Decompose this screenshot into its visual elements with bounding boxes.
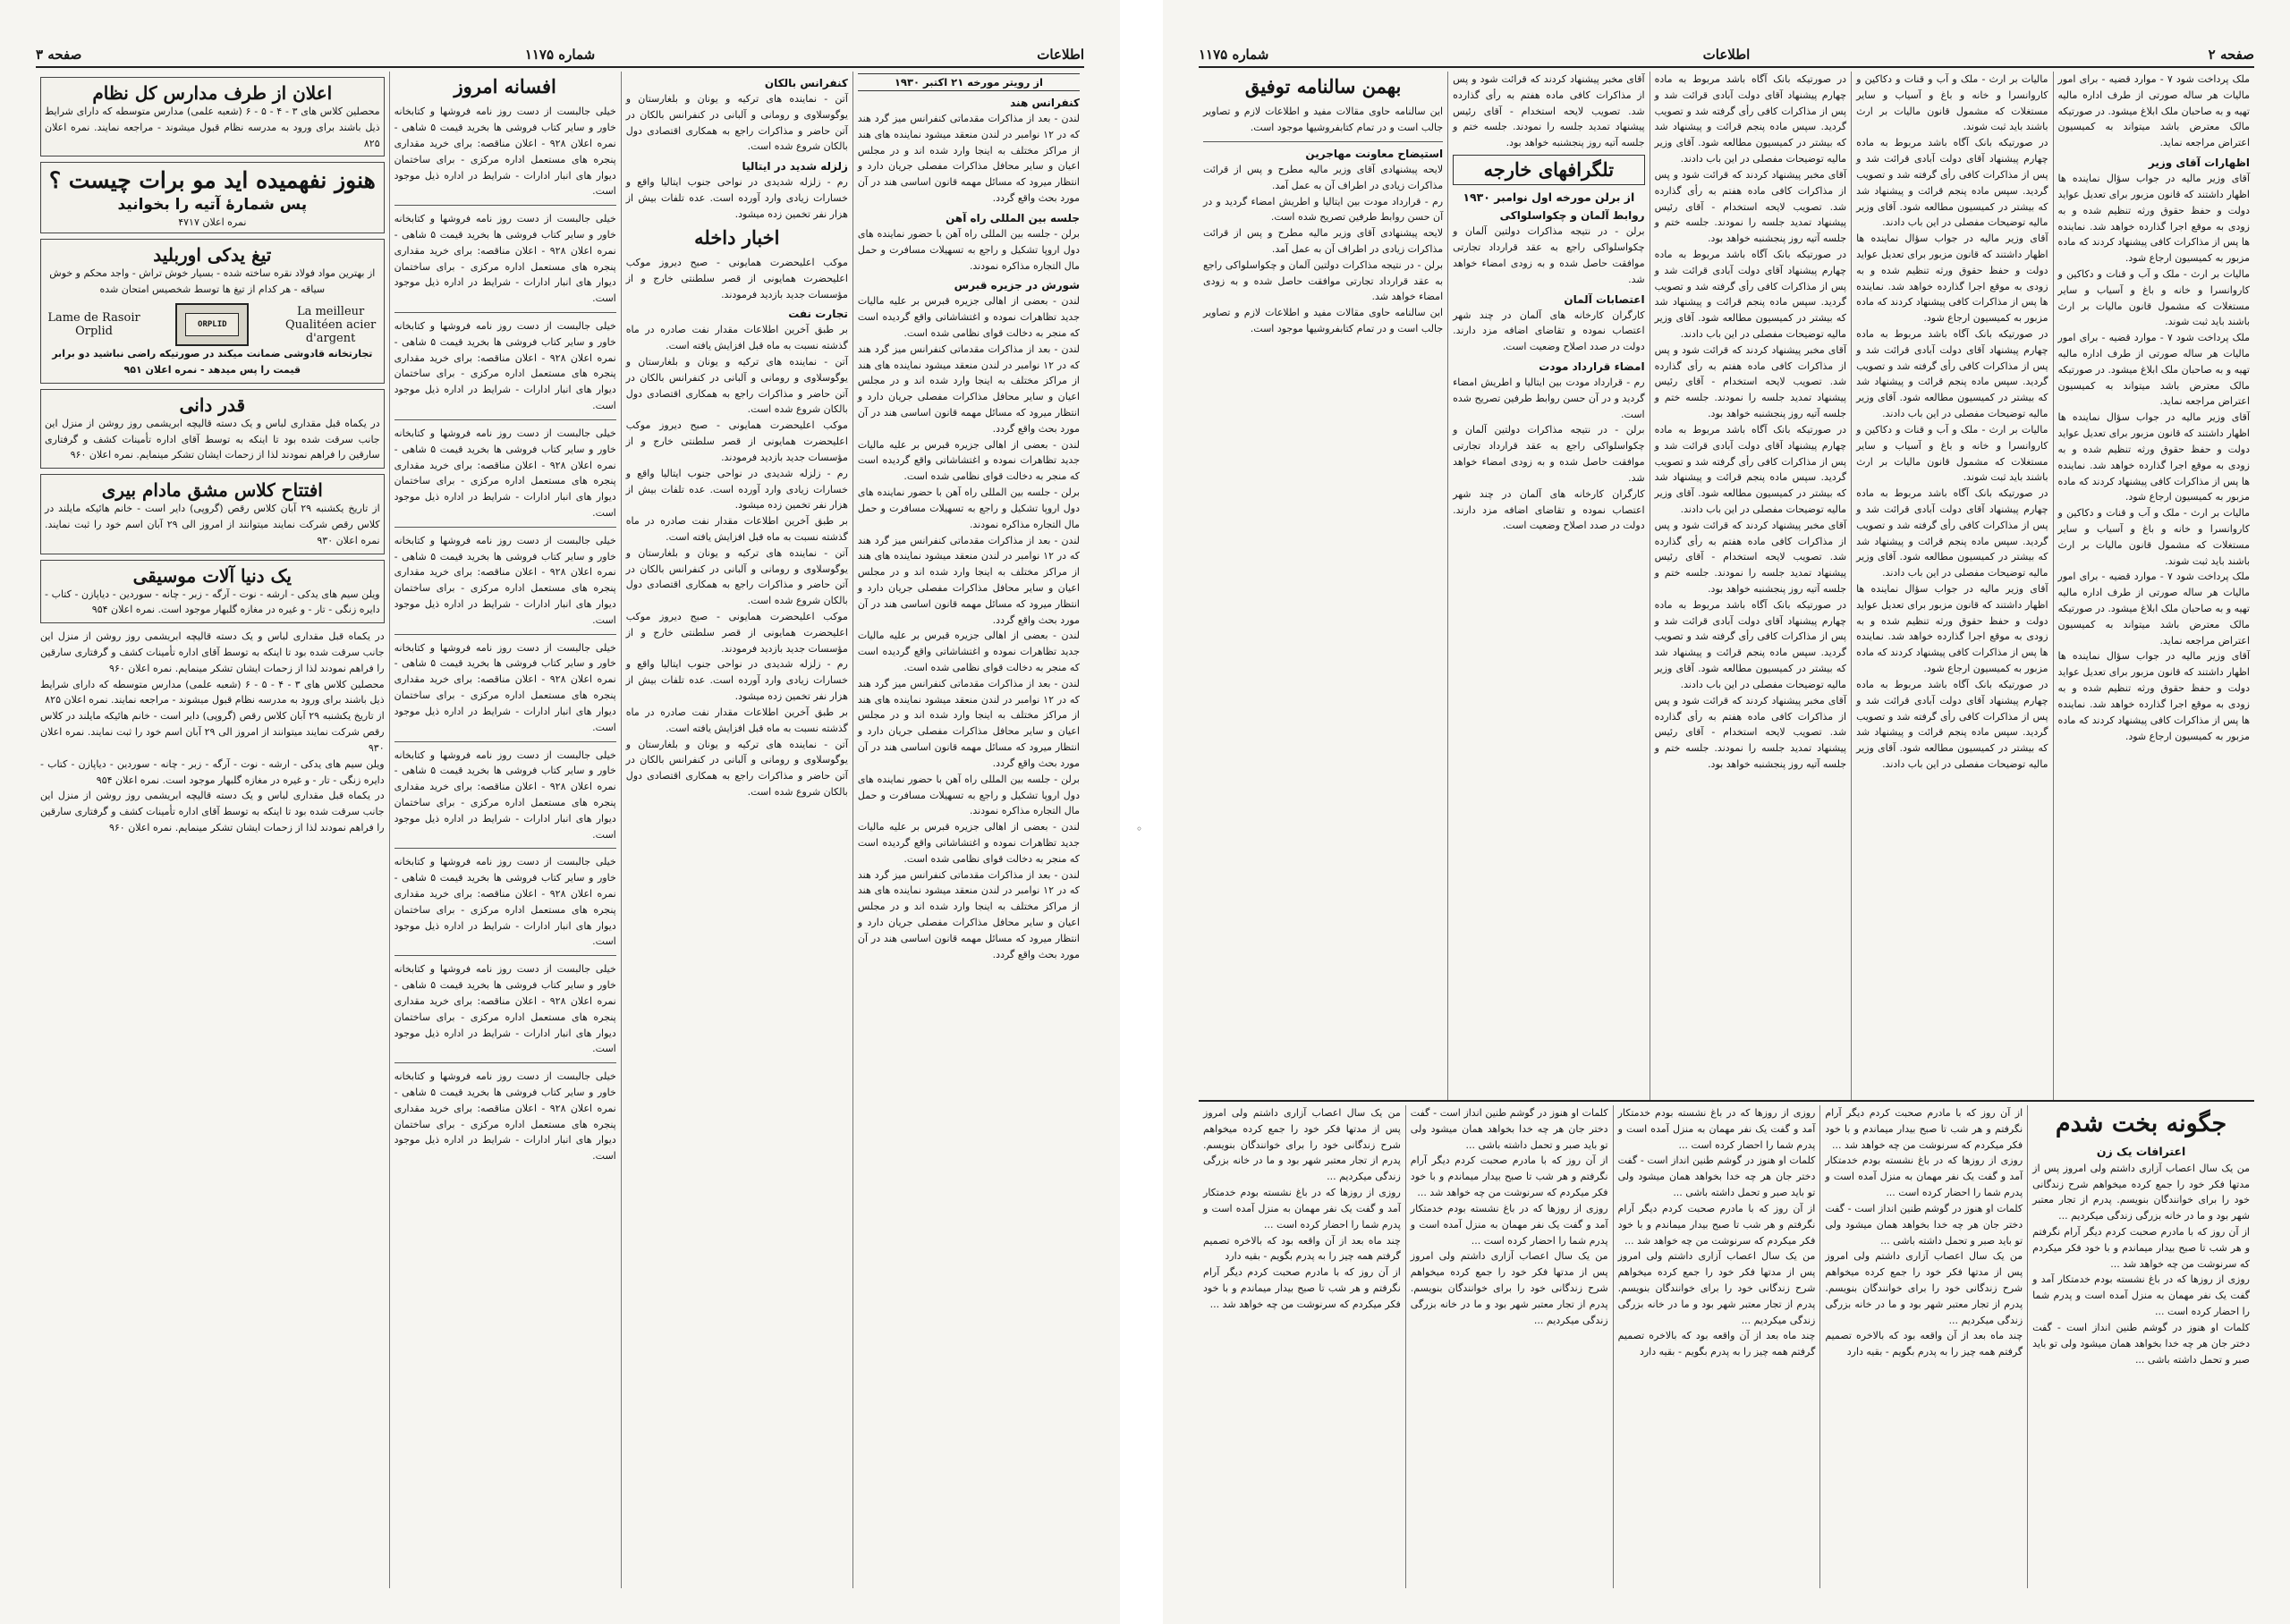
news-body: آقای مخبر پیشنهاد کردند که قرائت شود و پس از مذاکرات کافی ماده هفتم به رأی گذارده شد. تصویب لایحه استخدام - آقای رئیس پیشنهاد تمدید جلسه را نمودند. جلسه ختم و جلسه آتیه روز پنجشنبه خواهد بود.: [1654, 343, 1847, 420]
news-body: برلن - جلسه بین المللی راه آهن با حضور نماینده های دول اروپا تشکیل و راجع به تسهیلات مسافرت و حمل مال التجاره مذاکره نمودند.: [857, 486, 1080, 530]
ad-text: ویلن سیم های یدکی - ارشه - نوت - آرگه - زبر - چانه - سوردین - دیاپازن - کتاب - دایره زنگی - تار - و غیره در مغازه گلبهار موجود است. نمره اعلان ۹۵۴: [45, 588, 380, 616]
news-body: لایحه پیشنهادی آقای وزیر مالیه مطرح و پس از قرائت مذاکرات زیادی در اطراف آن به عمل آمد.: [1203, 163, 1444, 191]
news-body: برلن - جلسه بین المللی راه آهن با حضور نماینده های دول اروپا تشکیل و راجع به تسهیلات مسافرت و حمل مال التجاره مذاکره نمودند.: [857, 773, 1080, 817]
news-body: لندن - بعد از مذاکرات مقدماتی کنفرانس میز گرد هند که در ۱۲ نوامبر در لندن منعقد میشود نماینده های هند از مراکز مختلف به اینجا وارد شده اند و در مجلس اعیان و سایر محافل مذاکرات مفصلی جریان دارد و انتظار میرود که مسائل مهمه قانون اساسی هند در آن مورد بحث واقع گردد.: [857, 677, 1080, 769]
news-body: لندن - بعضی از اهالی جزیره قبرس بر علیه مالیات جدید تظاهرات نموده و اغتشاشاتی واقع گردیده است که منجر به دخالت قوای نظامی شده است.: [857, 630, 1080, 673]
news-body: ملک پرداخت شود ۷ - موارد قضیه - برای امور مالیات هر ساله صورتی از طرف اداره مالیه تهیه و به صاحبان ملک ابلاغ میشود. در صورتیکه مالک معترض باشد میتواند به کمیسیون اعتراض مراجعه نماید.: [2057, 73, 2250, 149]
news-title: شورش در جزیره قبرس: [954, 279, 1080, 292]
news-body: خیلی جالبست از دست روز نامه فروشها و کتابخانه خاور و سایر کتاب فروشی ها بخرید قیمت ۵ شاهی - نمره اعلان ۹۲۸ - اعلان مناقصه: برای خرید مقداری پنجره های مستعمل اداره مرکزی - برای ساختمان دیوار های انبار ادارات - شرایط در اداره ذیل موجود است.: [394, 963, 616, 1055]
news-body: آقای وزیر مالیه در جواب سؤال نماینده ها اظهار داشتند که قانون مزبور برای تعدیل عواید دولت و حفظ حقوق ورثه تنظیم شده و به زودی به موقع اجرا گذارده خواهد شد. نماینده ها پس از مذاکرات کافی پیشنهاد کردند که ماده مزبور به کمیسیون ارجاع شود.: [2057, 173, 2250, 265]
news-body: موکب اعلیحضرت همایونی - صبح دیروز موکب اعلیحضرت همایونی از قصر سلطنتی خارج و از مؤسسات جدید بازدید فرمودند.: [625, 419, 848, 463]
blade-caption-left: Lame de Rasoir Orplid: [47, 311, 140, 339]
news-body: برلن - جلسه بین المللی راه آهن با حضور نماینده های دول اروپا تشکیل و راجع به تسهیلات مسافرت و حمل مال التجاره مذاکره نمودند.: [857, 227, 1080, 272]
ad-title: تیغ یدکی اوربلید: [153, 244, 272, 266]
ad-text: از تاریخ یکشنبه ۲۹ آبان کلاس رقص (گروپی) دایر است - خانم هائیکه مایلند در کلاس رقص شرکت نمایند میتوانند از امروز الی ۲۹ آبان اسم خود را ثبت نمایند. نمره اعلان ۹۳۰: [45, 503, 380, 546]
news-title: زلزله شدید در ایتالیا: [742, 160, 848, 173]
ad-text: از بهترین مواد فولاد نقره ساخته شده - بسیار خوش تراش - واجد محکم و خوش سیاقه - هر کدام از تیغ ها توسط شخصیس امتحان شده: [49, 267, 376, 296]
news-body: بر طبق آخرین اطلاعات مقدار نفت صادره در ماه گذشته نسبت به ماه قبل افزایش یافته است.: [625, 515, 848, 543]
news-body: رم - قرارداد مودت بین ایتالیا و اطریش امضاء گردید و در آن حسن روابط طرفین تصریح شده است.: [1203, 195, 1444, 224]
news-body: برلن - در نتیجه مذاکرات دولتین آلمان و چکواسلواکی راجع به عقد قرارداد تجارتی موافقت حاصل شده و به زودی امضاء خواهد شد.: [1453, 225, 1645, 285]
blade-caption-right: La meilleur Qualitéen acier d'argent: [284, 304, 377, 345]
page-gutter: [1120, 0, 1163, 1624]
story-body: روزی از روزها که در باغ نشسته بودم خدمتکار آمد و گفت یک نفر مهمان به منزل آمده است و پدرم شما را احضار کرده است ...: [1617, 1107, 1816, 1151]
news-body: مالیات بر ارث - ملک و آب و قنات و دکاکین و کاروانسرا و خانه و باغ و آسیاب و سایر مستغلات که مشمول قانون مالیات بر ارث باشند باید ثبت شوند.: [1856, 73, 2048, 133]
news-title: کنفرانس هند: [1010, 97, 1080, 109]
news-body: خیلی جالبست از دست روز نامه فروشها و کتابخانه خاور و سایر کتاب فروشی ها بخرید قیمت ۵ شاهی - نمره اعلان ۹۲۸ - اعلان مناقصه: برای خرید مقداری پنجره های مستعمل اداره مرکزی - برای ساختمان دیوار های انبار ادارات - شرایط در اداره ذیل موجود است.: [394, 106, 616, 198]
column-news-1: [852, 72, 1084, 1588]
horizontal-rule: [1199, 1100, 2254, 1102]
news-body: از تاریخ یکشنبه ۲۹ آبان کلاس رقص (گروپی) دایر است - خانم هائیکه مایلند در کلاس رقص شرکت نمایند میتوانند از امروز الی ۲۹ آبان اسم خود را ثبت نمایند. نمره اعلان ۹۳۰: [40, 710, 385, 754]
ad-agent: تجارتخانه قادوشی ضمانت میکند در صورتیکه راضی نباشید دو برابر قیمت را پس میدهد - نمره اعلان ۹۵۱: [52, 348, 373, 376]
news-body: خیلی جالبست از دست روز نامه فروشها و کتابخانه خاور و سایر کتاب فروشی ها بخرید قیمت ۵ شاهی - نمره اعلان ۹۲۸ - اعلان مناقصه: برای خرید مقداری پنجره های مستعمل اداره مرکزی - برای ساختمان دیوار های انبار ادارات - شرایط در اداره ذیل موجود است.: [394, 320, 616, 412]
story-body: چند ماه بعد از آن واقعه بود که بالاخره تصمیم گرفتم همه چیز را به پدرم بگویم - بقیه دارد: [1825, 1330, 2023, 1358]
story-body: روزی از روزها که در باغ نشسته بودم خدمتکار آمد و گفت یک نفر مهمان به منزل آمده است و پدرم شما را احضار کرده است ...: [1410, 1202, 1608, 1247]
news-body: آقای مخبر پیشنهاد کردند که قرائت شود و پس از مذاکرات کافی ماده هفتم به رأی گذارده شد. تصویب لایحه استخدام - آقای رئیس پیشنهاد تمدید جلسه را نمودند. جلسه ختم و جلسه آتیه روز پنجشنبه خواهد بود.: [1654, 519, 1847, 595]
news-body: آقای وزیر مالیه در جواب سؤال نماینده ها اظهار داشتند که قانون مزبور برای تعدیل عواید دولت و حفظ حقوق ورثه تنظیم شده و به زودی به موقع اجرا گذارده خواهد شد. نماینده ها پس از مذاکرات کافی پیشنهاد کردند که ماده مزبور به کمیسیون ارجاع شود.: [1856, 233, 2048, 325]
news-body: ملک پرداخت شود ۷ - موارد قضیه - برای امور مالیات هر ساله صورتی از طرف اداره مالیه تهیه و به صاحبان ملک ابلاغ میشود. در صورتیکه مالک معترض باشد میتواند به کمیسیون اعتراض مراجعه نماید.: [2057, 571, 2250, 647]
story-section: [1199, 1105, 2254, 1588]
news-body: در صورتیکه بانک آگاه باشد مربوط به ماده چهارم پیشنهاد آقای دولت آبادی قرائت شد و پس از مذاکرات کافی رأی گرفته شد و تصویب گردید. سپس ماده پنجم قرائت و پیشنهاد شد که بیشتر در کمیسیون مطالعه شود. آقای وزیر مالیه توضیحات مفصلی در این باب دادند.: [1856, 328, 2048, 420]
news-body: مالیات بر ارث - ملک و آب و قنات و دکاکین و کاروانسرا و خانه و باغ و آسیاب و سایر مستغلات که مشمول قانون مالیات بر ارث باشند باید ثبت شوند.: [2057, 507, 2250, 567]
story-body: من یک سال اعصاب آزاری داشتم ولی امروز پس از مدتها فکر خود را جمع کرده میخواهم شرح زندگانی خود را برای خوانندگان بنویسم. پدرم از تجار معتبر شهر بود و ما در خانه بزرگی زندگی میکردیم ...: [1617, 1250, 1816, 1326]
news-body: آقای مخبر پیشنهاد کردند که قرائت شود و پس از مذاکرات کافی ماده هفتم به رأی گذارده شد. تصویب لایحه استخدام - آقای رئیس پیشنهاد تمدید جلسه را نمودند. جلسه ختم و جلسه آتیه روز پنجشنبه خواهد بود.: [1654, 694, 1847, 770]
columns-container: [1199, 72, 2254, 1100]
news-body: آتن - نماینده های ترکیه و یونان و بلغارستان و یوگوسلاوی و رومانی و آلبانی در کنفرانس بالکان در آتن حاضر و مذاکرات راجع به همکاری اقتصادی دول بالکان شروع شده است.: [625, 738, 848, 798]
news-title: روابط آلمان و چکواسلواکی: [1499, 209, 1645, 223]
story-body: روزی از روزها که در باغ نشسته بودم خدمتکار آمد و گفت یک نفر مهمان به منزل آمده است و پدرم شما را احضار کرده است ...: [1203, 1187, 1401, 1231]
news-body: خیلی جالبست از دست روز نامه فروشها و کتابخانه خاور و سایر کتاب فروشی ها بخرید قیمت ۵ شاهی - نمره اعلان ۹۲۸ - اعلان مناقصه: برای خرید مقداری پنجره های مستعمل اداره مرکزی - برای ساختمان دیوار های انبار ادارات - شرایط در اداره ذیل موجود است.: [394, 427, 616, 519]
news-body: آقای مخبر پیشنهاد کردند که قرائت شود و پس از مذاکرات کافی ماده هفتم به رأی گذارده شد. تصویب لایحه استخدام - آقای رئیس پیشنهاد تمدید جلسه را نمودند. جلسه ختم و جلسه آتیه روز پنجشنبه خواهد بود.: [1654, 168, 1847, 245]
news-body: در صورتیکه بانک آگاه باشد مربوط به ماده چهارم پیشنهاد آقای دولت آبادی قرائت شد و پس از مذاکرات کافی رأی گرفته شد و تصویب گردید. سپس ماده پنجم قرائت و پیشنهاد شد که بیشتر در کمیسیون مطالعه شود. آقای وزیر مالیه توضیحات مفصلی در این باب دادند.: [1856, 137, 2048, 229]
dateline: از برلن مورخه اول نوامبر ۱۹۳۰: [1463, 190, 1635, 205]
section-headline: بهمن سالنامه توفیق: [1244, 75, 1402, 97]
ad-title: اعلان از طرف مدارس کل نظام: [92, 82, 333, 104]
story-body: من یک سال اعصاب آزاری داشتم ولی امروز پس از مدتها فکر خود را جمع کرده میخواهم شرح زندگانی خود را برای خوانندگان بنویسم. پدرم از تجار معتبر شهر بود و ما در خانه بزرگی زندگی میکردیم ...: [1410, 1250, 1608, 1326]
ad-title: قدر دانی: [179, 393, 246, 416]
news-body: در یکماه قبل مقداری لباس و یک دسته قالیچه ابریشمی روز روشن از منزل این جانب سرقت شده بود تا اینکه به توسط آقای اداره تأمینات کشف و گرفتاری سارقین را فراهم نمودند لذا از زحمات ایشان تشکر مینمایم. نمره اعلان ۹۶۰: [40, 790, 385, 833]
story-column-2: [1819, 1105, 2027, 1588]
section-headline: اخبار داخله: [694, 225, 780, 249]
news-body: بر طبق آخرین اطلاعات مقدار نفت صادره در ماه گذشته نسبت به ماه قبل افزایش یافته است.: [625, 706, 848, 734]
news-body: محصلین کلاس های ۳ - ۴ - ۵ - ۶ (شعبه علمی) مدارس متوسطه که دارای شرایط ذیل باشند برای ورود به مدرسه نظام قبول میشوند - مراجعه نمایند. نمره اعلان ۸۲۵: [40, 678, 385, 706]
newspaper-page-left: [0, 0, 1120, 1624]
news-body: خیلی جالبست از دست روز نامه فروشها و کتابخانه خاور و سایر کتاب فروشی ها بخرید قیمت ۵ شاهی - نمره اعلان ۹۲۸ - اعلان مناقصه: برای خرید مقداری پنجره های مستعمل اداره مرکزی - برای ساختمان دیوار های انبار ادارات - شرایط در اداره ذیل موجود است.: [394, 1070, 616, 1163]
story-column-5: [1199, 1105, 1405, 1588]
news-body: در صورتیکه بانک آگاه باشد مربوط به ماده چهارم پیشنهاد آقای دولت آبادی قرائت شد و پس از مذاکرات کافی رأی گرفته شد و تصویب گردید. سپس ماده پنجم قرائت و پیشنهاد شد که بیشتر در کمیسیون مطالعه شود. آقای وزیر مالیه توضیحات مفصلی در این باب دادند.: [1654, 73, 1847, 165]
columns-container: [36, 72, 1084, 1588]
header-paper-name: اطلاعات: [1702, 47, 1751, 63]
news-body: آتن - نماینده های ترکیه و یونان و بلغارستان و یوگوسلاوی و رومانی و آلبانی در کنفرانس بالکان در آتن حاضر و مذاکرات راجع به همکاری اقتصادی دول بالکان شروع شده است.: [625, 546, 848, 607]
news-body: لندن - بعضی از اهالی جزیره قبرس بر علیه مالیات جدید تظاهرات نموده و اغتشاشاتی واقع گردیده است که منجر به دخالت قوای نظامی شده است.: [857, 821, 1080, 865]
news-body: کارگران کارخانه های آلمان در چند شهر اعتصاب نموده و تقاضای اضافه مزد دارند. دولت در صدد اصلاح وضعیت است.: [1453, 309, 1645, 353]
news-body: آقای وزیر مالیه در جواب سؤال نماینده ها اظهار داشتند که قانون مزبور برای تعدیل عواید دولت و حفظ حقوق ورثه تنظیم شده و به زودی به موقع اجرا گذارده خواهد شد. نماینده ها پس از مذاکرات کافی پیشنهاد کردند که ماده مزبور به کمیسیون ارجاع شود.: [1856, 583, 2048, 675]
story-subtitle: اعترافات یک زن: [2096, 1144, 2186, 1158]
header-page-number: صفحه ۳: [36, 47, 82, 63]
newspaper-page-right: [1163, 0, 2290, 1624]
story-body: از آن روز که با مادرم صحبت کردم دیگر آرام نگرفتم و هر شب تا صبح بیدار میماندم و با خود فکر میکردم که سرنوشت من چه خواهد شد ...: [1617, 1202, 1816, 1247]
news-body: مالیات بر ارث - ملک و آب و قنات و دکاکین و کاروانسرا و خانه و باغ و آسیاب و سایر مستغلات که مشمول قانون مالیات بر ارث باشند باید ثبت شوند.: [2057, 267, 2250, 328]
section-headline: افسانه امروز: [454, 75, 556, 97]
news-body: خیلی جالبست از دست روز نامه فروشها و کتابخانه خاور و سایر کتاب فروشی ها بخرید قیمت ۵ شاهی - نمره اعلان ۹۲۸ - اعلان مناقصه: برای خرید مقداری پنجره های مستعمل اداره مرکزی - برای ساختمان دیوار های انبار ادارات - شرایط در اداره ذیل موجود است.: [394, 856, 616, 948]
story-body: من یک سال اعصاب آزاری داشتم ولی امروز پس از مدتها فکر خود را جمع کرده میخواهم شرح زندگانی خود را برای خوانندگان بنویسم. پدرم از تجار معتبر شهر بود و ما در خانه بزرگی زندگی میکردیم ...: [1825, 1250, 2023, 1326]
header-page-number: صفحه ۲: [2208, 47, 2254, 63]
news-body: آقای مخبر پیشنهاد کردند که قرائت شود و پس از مذاکرات کافی ماده هفتم به رأی گذارده شد. تصویب لایحه استخدام - آقای رئیس پیشنهاد تمدید جلسه را نمودند. جلسه ختم و جلسه آتیه روز پنجشنبه خواهد بود.: [1453, 73, 1645, 149]
ad-text: محصلین کلاس های ۳ - ۴ - ۵ - ۶ (شعبه علمی) مدارس متوسطه که دارای شرایط ذیل باشند برای ورود به مدرسه نظام قبول میشوند - مراجعه نمایند. نمره اعلان ۸۲۵: [45, 106, 380, 149]
news-body: کارگران کارخانه های آلمان در چند شهر اعتصاب نموده و تقاضای اضافه مزد دارند. دولت در صدد اصلاح وضعیت است.: [1453, 487, 1645, 532]
header-issue-number: شماره ۱۱۷۵: [1199, 47, 1269, 63]
news-body: در صورتیکه بانک آگاه باشد مربوط به ماده چهارم پیشنهاد آقای دولت آبادی قرائت شد و پس از مذاکرات کافی رأی گرفته شد و تصویب گردید. سپس ماده پنجم قرائت و پیشنهاد شد که بیشتر در کمیسیون مطالعه شود. آقای وزیر مالیه توضیحات مفصلی در این باب دادند.: [1654, 248, 1847, 340]
news-body: مالیات بر ارث - ملک و آب و قنات و دکاکین و کاروانسرا و خانه و باغ و آسیاب و سایر مستغلات که مشمول قانون مالیات بر ارث باشند باید ثبت شوند.: [1856, 423, 2048, 484]
news-body: برلن - در نتیجه مذاکرات دولتین آلمان و چکواسلواکی راجع به عقد قرارداد تجارتی موافقت حاصل شده و به زودی امضاء خواهد شد.: [1453, 424, 1645, 484]
page-header: [1199, 45, 2254, 68]
news-title: امضاء قرارداد مودت: [1539, 360, 1645, 373]
story-column-1: [2027, 1105, 2254, 1588]
story-body: من یک سال اعصاب آزاری داشتم ولی امروز پس از مدتها فکر خود را جمع کرده میخواهم شرح زندگانی خود را برای خوانندگان بنویسم. پدرم از تجار معتبر شهر بود و ما در خانه بزرگی زندگی میکردیم ...: [2032, 1162, 2250, 1222]
story-body: چند ماه بعد از آن واقعه بود که بالاخره تصمیم گرفتم همه چیز را به پدرم بگویم - بقیه دارد: [1203, 1234, 1401, 1263]
news-body: در صورتیکه بانک آگاه باشد مربوط به ماده چهارم پیشنهاد آقای دولت آبادی قرائت شد و پس از مذاکرات کافی رأی گرفته شد و تصویب گردید. سپس ماده پنجم قرائت و پیشنهاد شد که بیشتر در کمیسیون مطالعه شود. آقای وزیر مالیه توضیحات مفصلی در این باب دادند.: [1654, 598, 1847, 690]
story-body: روزی از روزها که در باغ نشسته بودم خدمتکار آمد و گفت یک نفر مهمان به منزل آمده است و پدرم شما را احضار کرده است ...: [1825, 1155, 2023, 1199]
section-headline: تلگرافهای خارجه: [1453, 155, 1644, 185]
story-body: از آن روز که با مادرم صحبت کردم دیگر آرام نگرفتم و هر شب تا صبح بیدار میماندم و با خود فکر میکردم که سرنوشت من چه خواهد شد ...: [2032, 1226, 2250, 1270]
ad-text: در یکماه قبل مقداری لباس و یک دسته قالیچه ابریشمی روز روشن از منزل این جانب سرقت شده بود تا اینکه به توسط آقای اداره تأمینات کشف و گرفتاری سارقین را فراهم نمودند لذا از زحمات ایشان تشکر مینمایم. نمره اعلان ۹۶۰: [45, 417, 380, 461]
column-news-2: [621, 72, 852, 1588]
news-body: خیلی جالبست از دست روز نامه فروشها و کتابخانه خاور و سایر کتاب فروشی ها بخرید قیمت ۵ شاهی - نمره اعلان ۹۲۸ - اعلان مناقصه: برای خرید مقداری پنجره های مستعمل اداره مرکزی - برای ساختمان دیوار های انبار ادارات - شرایط در اداره ذیل موجود است.: [394, 749, 616, 841]
header-paper-name: اطلاعات: [1037, 47, 1084, 63]
news-body: رم - قرارداد مودت بین ایتالیا و اطریش امضاء گردید و در آن حسن روابط طرفین تصریح شده است.: [1453, 376, 1645, 420]
news-body: بر طبق آخرین اطلاعات مقدار نفت صادره در ماه گذشته نسبت به ماه قبل افزایش یافته است.: [625, 324, 848, 352]
story-body: از آن روز که با مادرم صحبت کردم دیگر آرام نگرفتم و هر شب تا صبح بیدار میماندم و با خود فکر میکردم که سرنوشت من چه خواهد شد ...: [1410, 1155, 1608, 1199]
story-column-3: [1613, 1105, 1820, 1588]
news-body: آتن - نماینده های ترکیه و یونان و بلغارستان و یوگوسلاوی و رومانی و آلبانی در کنفرانس بالکان در آتن حاضر و مذاکرات راجع به همکاری اقتصادی دول بالکان شروع شده است.: [625, 93, 848, 153]
story-body: کلمات او هنوز در گوشم طنین انداز است - گفت دختر جان هر چه خدا بخواهد همان میشود ولی تو باید صبر و تحمل داشته باشی ...: [1825, 1202, 2023, 1247]
news-body: آتن - نماینده های ترکیه و یونان و بلغارستان و یوگوسلاوی و رومانی و آلبانی در کنفرانس بالکان در آتن حاضر و مذاکرات راجع به همکاری اقتصادی دول بالکان شروع شده است.: [625, 356, 848, 416]
ad-thanks: [40, 389, 385, 469]
story-body: از آن روز که با مادرم صحبت کردم دیگر آرام نگرفتم و هر شب تا صبح بیدار میماندم و با خود فکر میکردم که سرنوشت من چه خواهد شد ...: [1203, 1266, 1401, 1310]
column-e: [1199, 72, 1447, 1100]
news-body: در یکماه قبل مقداری لباس و یک دسته قالیچه ابریشمی روز روشن از منزل این جانب سرقت شده بود تا اینکه به توسط آقای اداره تأمینات کشف و گرفتاری سارقین را فراهم نمودند لذا از زحمات ایشان تشکر مینمایم. نمره اعلان ۹۶۰: [40, 630, 385, 674]
news-body: رم - زلزله شدیدی در نواحی جنوب ایتالیا واقع و خسارات زیادی وارد آورده است. عده تلفات بیش از هزار نفر تخمین زده میشود.: [625, 658, 848, 703]
column-a: [2053, 72, 2254, 1100]
news-body: رم - زلزله شدیدی در نواحی جنوب ایتالیا واقع و خسارات زیادی وارد آورده است. عده تلفات بیش از هزار نفر تخمین زده میشود.: [625, 467, 848, 512]
package-label: ORPLID: [185, 313, 239, 336]
news-body: این سالنامه حاوی مقالات مفید و اطلاعات لازم و تصاویر جالب است و در تمام کتابفروشیها موجود است.: [1203, 106, 1444, 134]
ad-title: هنوز نفهمیده اید مو برات چیست ؟: [48, 167, 376, 194]
news-body: لندن - بعد از مذاکرات مقدماتی کنفرانس میز گرد هند که در ۱۲ نوامبر در لندن منعقد میشود نماینده های هند از مراکز مختلف به اینجا وارد شده اند و در مجلس اعیان و سایر محافل مذاکرات مفصلی جریان دارد و انتظار میرود که مسائل مهمه قانون اساسی هند در آن مورد بحث واقع گردد.: [857, 113, 1080, 205]
news-body: آقای وزیر مالیه در جواب سؤال نماینده ها اظهار داشتند که قانون مزبور برای تعدیل عواید دولت و حفظ حقوق ورثه تنظیم شده و به زودی به موقع اجرا گذارده خواهد شد. نماینده ها پس از مذاکرات کافی پیشنهاد کردند که ماده مزبور به کمیسیون ارجاع شود.: [2057, 411, 2250, 503]
ad-music: [40, 560, 385, 624]
ad-title: افتتاح کلاس مشق مادام بیری: [101, 479, 323, 502]
news-title: کنفرانس بالکان: [764, 77, 848, 89]
news-title: اظهارات آقای وزیر: [2148, 156, 2250, 170]
page-header: [36, 45, 1084, 68]
column-advertisements: [36, 72, 389, 1588]
ad-question: [40, 162, 385, 233]
ad-razor-blades: [40, 239, 385, 383]
story-body: از آن روز که با مادرم صحبت کردم دیگر آرام نگرفتم و هر شب تا صبح بیدار میماندم و با خود فکر میکردم که سرنوشت من چه خواهد شد ...: [1825, 1107, 2023, 1151]
news-title: جلسه بین المللی راه آهن: [946, 211, 1080, 224]
ad-note: نمره اعلان ۴۷۱۷: [178, 216, 247, 229]
blade-graphic-row: [45, 303, 380, 346]
column-b: [1851, 72, 2052, 1100]
news-body: در صورتیکه بانک آگاه باشد مربوط به ماده چهارم پیشنهاد آقای دولت آبادی قرائت شد و پس از مذاکرات کافی رأی گرفته شد و تصویب گردید. سپس ماده پنجم قرائت و پیشنهاد شد که بیشتر در کمیسیون مطالعه شود. آقای وزیر مالیه توضیحات مفصلی در این باب دادند.: [1856, 487, 2048, 579]
news-title: اعتصابات آلمان: [1564, 292, 1645, 306]
story-body: من یک سال اعصاب آزاری داشتم ولی امروز پس از مدتها فکر خود را جمع کرده میخواهم شرح زندگانی خود را برای خوانندگان بنویسم. پدرم از تجار معتبر شهر بود و ما در خانه بزرگی زندگی میکردیم ...: [1203, 1107, 1401, 1183]
news-body: رم - زلزله شدیدی در نواحی جنوب ایتالیا واقع و خسارات زیادی وارد آورده است. عده تلفات بیش از هزار نفر تخمین زده میشود.: [625, 176, 848, 220]
news-title: استیضاح معاونت مهاجرین: [1305, 147, 1444, 160]
razor-blade-package-image: [175, 303, 249, 346]
news-body: لندن - بعد از مذاکرات مقدماتی کنفرانس میز گرد هند که در ۱۲ نوامبر در لندن منعقد میشود نماینده های هند از مراکز مختلف به اینجا وارد شده اند و در مجلس اعیان و سایر محافل مذاکرات مفصلی جریان دارد و انتظار میرود که مسائل مهمه قانون اساسی هند در آن مورد بحث واقع گردد.: [857, 534, 1080, 626]
news-body: خیلی جالبست از دست روز نامه فروشها و کتابخانه خاور و سایر کتاب فروشی ها بخرید قیمت ۵ شاهی - نمره اعلان ۹۲۸ - اعلان مناقصه: برای خرید مقداری پنجره های مستعمل اداره مرکزی - برای ساختمان دیوار های انبار ادارات - شرایط در اداره ذیل موجود است.: [394, 534, 616, 626]
news-body: در صورتیکه بانک آگاه باشد مربوط به ماده چهارم پیشنهاد آقای دولت آبادی قرائت شد و پس از مذاکرات کافی رأی گرفته شد و تصویب گردید. سپس ماده پنجم قرائت و پیشنهاد شد که بیشتر در کمیسیون مطالعه شود. آقای وزیر مالیه توضیحات مفصلی در این باب دادند.: [1654, 423, 1847, 515]
news-body: ویلن سیم های یدکی - ارشه - نوت - آرگه - زبر - چانه - سوردین - دیاپازن - کتاب - دایره زنگی - تار - و غیره در مغازه گلبهار موجود است. نمره اعلان ۹۵۴: [40, 757, 385, 786]
story-body: کلمات او هنوز در گوشم طنین انداز است - گفت دختر جان هر چه خدا بخواهد همان میشود ولی تو باید صبر و تحمل داشته باشی ...: [1617, 1155, 1816, 1199]
column-d: [1447, 72, 1649, 1100]
story-body: روزی از روزها که در باغ نشسته بودم خدمتکار آمد و گفت یک نفر مهمان به منزل آمده است و پدرم شما را احضار کرده است ...: [2032, 1273, 2250, 1318]
ad-schools: [40, 77, 385, 156]
story-column-4: [1405, 1105, 1613, 1588]
ad-subtitle: پس شمارهٔ آتیه را بخوانید: [117, 196, 308, 215]
news-body: ملک پرداخت شود ۷ - موارد قضیه - برای امور مالیات هر ساله صورتی از طرف اداره مالیه تهیه و به صاحبان ملک ابلاغ میشود. در صورتیکه مالک معترض باشد میتواند به کمیسیون اعتراض مراجعه نماید.: [2057, 332, 2250, 408]
ad-title: یک دنیا آلات موسیقی: [132, 564, 292, 587]
news-body: خیلی جالبست از دست روز نامه فروشها و کتابخانه خاور و سایر کتاب فروشی ها بخرید قیمت ۵ شاهی - نمره اعلان ۹۲۸ - اعلان مناقصه: برای خرید مقداری پنجره های مستعمل اداره مرکزی - برای ساختمان دیوار های انبار ادارات - شرایط در اداره ذیل موجود است.: [394, 213, 616, 305]
news-body: موکب اعلیحضرت همایونی - صبح دیروز موکب اعلیحضرت همایونی از قصر سلطنتی خارج و از مؤسسات جدید بازدید فرمودند.: [625, 256, 848, 300]
news-body: لایحه پیشنهادی آقای وزیر مالیه مطرح و پس از قرائت مذاکرات زیادی در اطراف آن به عمل آمد.: [1203, 227, 1444, 255]
news-body: در صورتیکه بانک آگاه باشد مربوط به ماده چهارم پیشنهاد آقای دولت آبادی قرائت شد و پس از مذاکرات کافی رأی گرفته شد و تصویب گردید. سپس ماده پنجم قرائت و پیشنهاد شد که بیشتر در کمیسیون مطالعه شود. آقای وزیر مالیه توضیحات مفصلی در این باب دادند.: [1856, 678, 2048, 770]
story-body: چند ماه بعد از آن واقعه بود که بالاخره تصمیم گرفتم همه چیز را به پدرم بگویم - بقیه دارد: [1617, 1330, 1816, 1358]
news-body: برلن - در نتیجه مذاکرات دولتین آلمان و چکواسلواکی راجع به عقد قرارداد تجارتی موافقت حاصل شده و به زودی امضاء خواهد شد.: [1203, 258, 1444, 303]
news-body: موکب اعلیحضرت همایونی - صبح دیروز موکب اعلیحضرت همایونی از قصر سلطنتی خارج و از مؤسسات جدید بازدید فرمودند.: [625, 611, 848, 655]
news-title: تجارت نفت: [788, 308, 848, 321]
news-body: لندن - بعد از مذاکرات مقدماتی کنفرانس میز گرد هند که در ۱۲ نوامبر در لندن منعقد میشود نماینده های هند از مراکز مختلف به اینجا وارد شده اند و در مجلس اعیان و سایر محافل مذاکرات مفصلی جریان دارد و انتظار میرود که مسائل مهمه قانون اساسی هند در آن مورد بحث واقع گردد.: [857, 343, 1080, 435]
news-body: این سالنامه حاوی مقالات مفید و اطلاعات لازم و تصاویر جالب است و در تمام کتابفروشیها موجود است.: [1203, 307, 1444, 334]
ad-dance-class: [40, 474, 385, 554]
news-body: خیلی جالبست از دست روز نامه فروشها و کتابخانه خاور و سایر کتاب فروشی ها بخرید قیمت ۵ شاهی - نمره اعلان ۹۲۸ - اعلان مناقصه: برای خرید مقداری پنجره های مستعمل اداره مرکزی - برای ساختمان دیوار های انبار ادارات - شرایط در اداره ذیل موجود است.: [394, 641, 616, 733]
story-body: کلمات او هنوز در گوشم طنین انداز است - گفت دختر جان هر چه خدا بخواهد همان میشود ولی تو باید صبر و تحمل داشته باشی ...: [1410, 1107, 1608, 1151]
news-body: آقای وزیر مالیه در جواب سؤال نماینده ها اظهار داشتند که قانون مزبور برای تعدیل عواید دولت و حفظ حقوق ورثه تنظیم شده و به زودی به موقع اجرا گذارده خواهد شد. نماینده ها پس از مذاکرات کافی پیشنهاد کردند که ماده مزبور به کمیسیون ارجاع شود.: [2057, 650, 2250, 742]
news-body: لندن - بعضی از اهالی جزیره قبرس بر علیه مالیات جدید تظاهرات نموده و اغتشاشاتی واقع گردیده است که منجر به دخالت قوای نظامی شده است.: [857, 295, 1080, 339]
column-misc: [389, 72, 621, 1588]
column-c: [1650, 72, 1851, 1100]
dateline: از رویتر مورخه ۲۱ اکتبر ۱۹۳۰: [858, 73, 1080, 91]
story-body: کلمات او هنوز در گوشم طنین انداز است - گفت دختر جان هر چه خدا بخواهد همان میشود ولی تو باید صبر و تحمل داشته باشی ...: [2032, 1321, 2250, 1366]
news-body: لندن - بعد از مذاکرات مقدماتی کنفرانس میز گرد هند که در ۱۲ نوامبر در لندن منعقد میشود نماینده های هند از مراکز مختلف به اینجا وارد شده اند و در مجلس اعیان و سایر محافل مذاکرات مفصلی جریان دارد و انتظار میرود که مسائل مهمه قانون اساسی هند در آن مورد بحث واقع گردد.: [857, 868, 1080, 960]
news-body: لندن - بعضی از اهالی جزیره قبرس بر علیه مالیات جدید تظاهرات نموده و اغتشاشاتی واقع گردیده است که منجر به دخالت قوای نظامی شده است.: [857, 438, 1080, 483]
header-issue-number: شماره ۱۱۷۵: [524, 47, 596, 63]
gutter-mark-icon: ◦: [1136, 823, 1143, 835]
story-title: جگونه بخت شدم: [2055, 1110, 2227, 1138]
